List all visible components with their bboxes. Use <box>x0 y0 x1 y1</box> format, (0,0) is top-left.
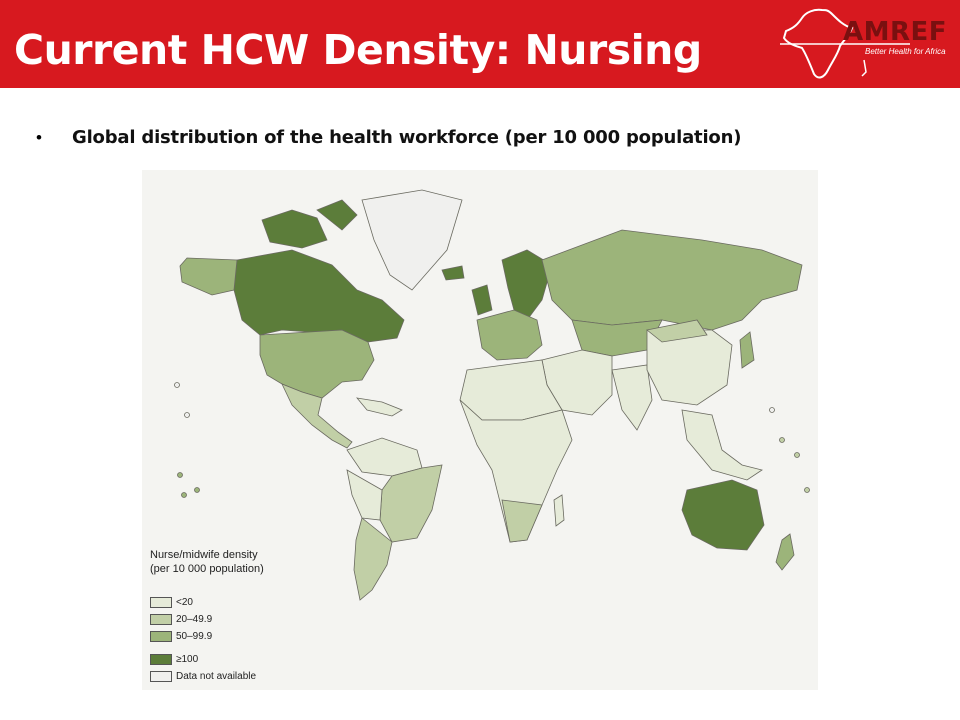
slide-subtitle: Global distribution of the health workforce (per 10 000 population) <box>72 127 742 148</box>
legend-label: 50–99.9 <box>176 630 213 642</box>
world-map <box>142 170 818 690</box>
region-peru-bolivia <box>347 470 382 520</box>
logo-wordmark: AMREF <box>843 17 948 47</box>
page-title: Current HCW Density: Nursing <box>14 26 702 74</box>
region-uk <box>472 285 492 315</box>
legend-swatch <box>150 614 172 625</box>
region-russia <box>542 230 802 330</box>
legend-swatch <box>150 631 172 642</box>
region-madagascar <box>554 495 564 526</box>
region-alaska <box>180 258 237 295</box>
region-brazil <box>380 465 442 542</box>
legend-item <box>150 653 198 665</box>
legend-label: Data not available <box>176 670 257 682</box>
legend-swatch <box>150 654 172 665</box>
region-south-asia <box>612 365 652 430</box>
region-usa <box>260 330 374 398</box>
region-colombia-venezuela <box>347 438 422 476</box>
region-australia <box>682 480 764 550</box>
logo-tagline: Better Health for Africa <box>865 47 946 56</box>
legend-swatch <box>150 671 172 682</box>
legend-item <box>150 670 256 682</box>
region-canada <box>234 250 404 342</box>
legend-label: <20 <box>176 596 193 608</box>
region-southern-africa <box>502 500 542 542</box>
legend-item <box>150 630 212 642</box>
region-china <box>647 330 732 405</box>
legend-item <box>150 596 193 608</box>
legend-label: 20–49.9 <box>176 613 213 625</box>
region-new-zealand <box>776 534 794 570</box>
bullet-icon: • <box>36 128 42 147</box>
region-iceland <box>442 266 464 280</box>
legend-title: Nurse/midwife density (per 10 000 population) <box>150 549 264 575</box>
legend-item <box>150 613 212 625</box>
region-western-europe <box>477 310 542 360</box>
region-japan-korea <box>740 332 754 368</box>
legend-label: ≥100 <box>176 653 199 665</box>
legend-swatch <box>150 597 172 608</box>
region-southeast-asia <box>682 410 762 480</box>
region-arctic-islands <box>262 210 327 248</box>
